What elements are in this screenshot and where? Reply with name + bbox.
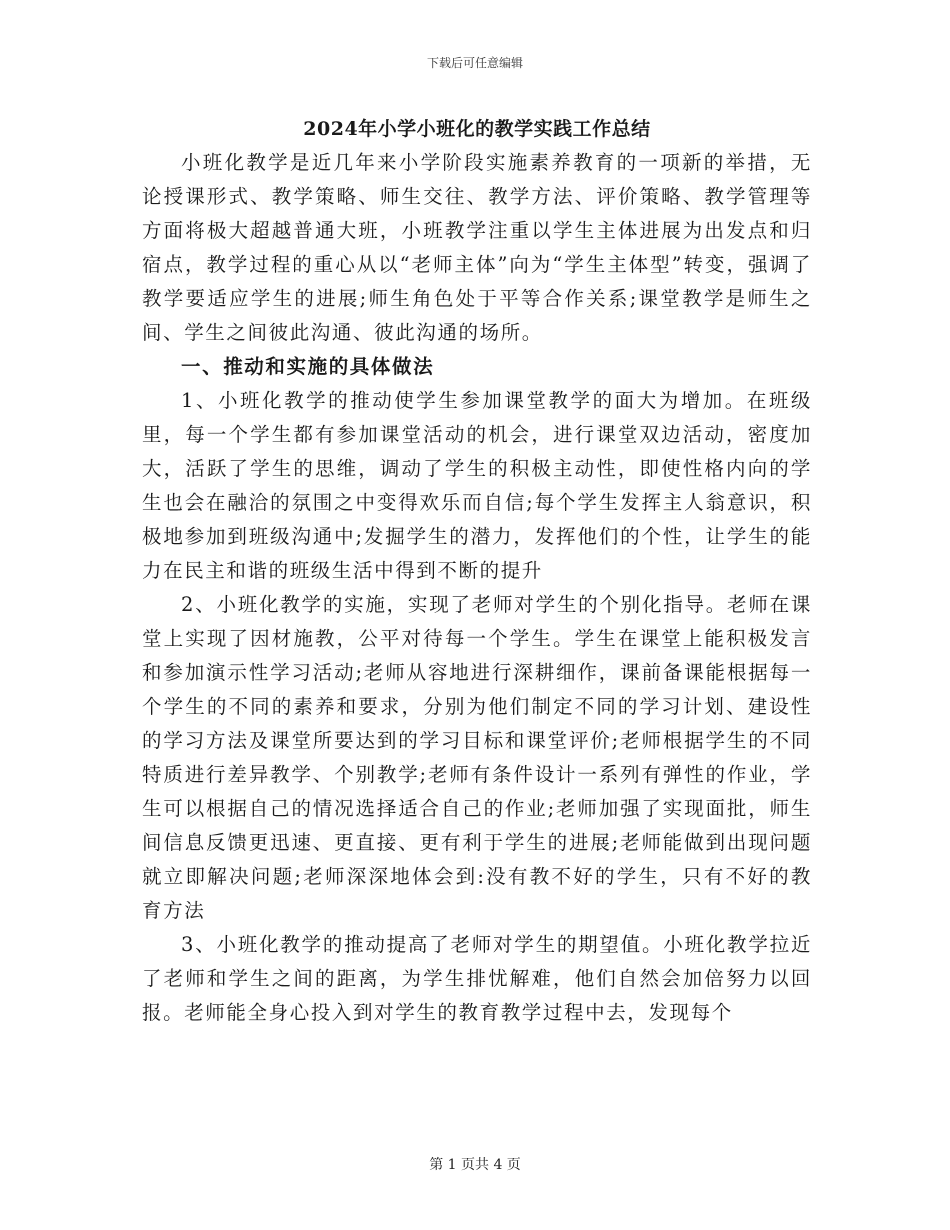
- header-note: 下载后可任意编辑: [426, 56, 523, 70]
- page-number: 第 1 页共 4 页: [429, 1157, 521, 1173]
- document-body: [142, 112, 812, 1030]
- paragraph-3: 3、小班化教学的推动提高了老师对学生的期望值。小班化教学拉近了老师和学生之间的距离，为学生排忧解难，他们自然会加倍努力以回报。老师能全身心投入到对学生的教育教学过程中去，发现每个: [142, 933, 812, 1024]
- intro-paragraph: 小班化教学是近几年来小学阶段实施素养教育的一项新的举措，无论授课形式、教学策略、师生交往、教学方法、评价策略、教学管理等方面将极大超越普通大班，小班教学注重以学生主体进展为出发点和归宿点，教学过程的重心从以“老师主体”向为“学生主体型”转变，强调了教学要适应学生的进展;师生角色处于平等合作关系;课堂教学是师生之间、学生之间彼此沟通、彼此沟通的场所。: [142, 151, 812, 344]
- document-title: 2024年小学小班化的教学实践工作总结: [303, 118, 651, 140]
- paragraph-2: 2、小班化教学的实施，实现了老师对学生的个别化指导。老师在课堂上实现了因材施教，公平对待每一个学生。学生在课堂上能积极发言和参加演示性学习活动;老师从容地进行深耕细作，课前备课能根据每一个学生的不同的素养和要求，分别为他们制定不同的学习计划、建设性的学习方法及课堂所要达到的学习目标和课堂评价;老师根据学生的不同特质进行差异教学、个别教学;老师有条件设计一系列有弹性的作业，学生可以根据自己的情况选择适合自己的作业;老师加强了实现面批，师生间信息反馈更迅速、更直接、更有利于学生的进展;老师能做到出现问题就立即解决问题;老师深深地体会到:没有教不好的学生，只有不好的教育方法: [142, 593, 812, 922]
- section-heading: 一、推动和实施的具体做法: [181, 355, 435, 378]
- paragraph-1: 1、小班化教学的推动使学生参加课堂教学的面大为增加。在班级里，每一个学生都有参加课堂活动的机会，进行课堂双边活动，密度加大，活跃了学生的思维，调动了学生的积极主动性，即使性格内向的学生也会在融洽的氛围之中变得欢乐而自信;每个学生发挥主人翁意识，积极地参加到班级沟通中;发掘学生的潜力，发挥他们的个性，让学生的能力在民主和谐的班级生活中得到不断的提升: [142, 389, 812, 582]
